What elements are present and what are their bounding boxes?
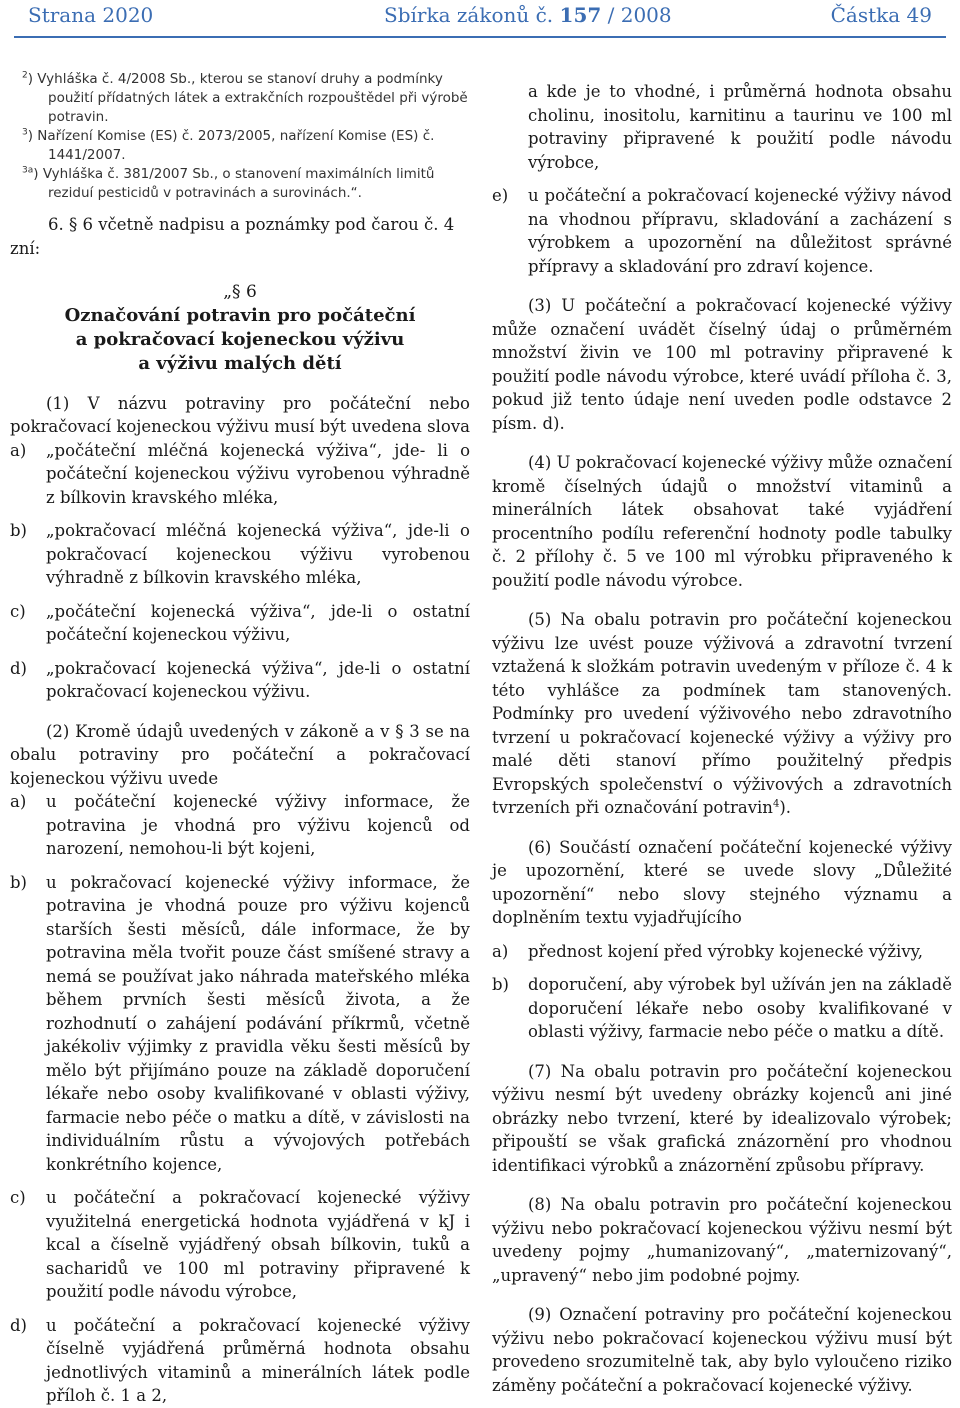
list-item: d) „pokračovací kojenecká výživa“, jde-li o ostatní pokračovací kojeneckou výživu. (10, 658, 470, 701)
item-d-continuation: a kde je to vhodné, i průměrná hodnota obsahu cholinu, inositolu, karnitinu a taurinu ve 100 ml potraviny připravené k použití podle návodu výrobce, (528, 82, 952, 172)
list-item: c) u počáteční a pokračovací kojenecké výživy využitelná energetická hodnota vyjádřená v kJ i kcal a číselně vyjádřený obsah bílkovin, tuků a sacharidů ve 100 ml potraviny připravené k použití podle návodu výrobce, (10, 1188, 470, 1301)
header-rule (14, 36, 946, 38)
list-item: d) u počáteční a pokračovací kojenecké výživy číselně vyjádřená průměrná hodnota obsahu jednotlivých vitaminů a minerálních látek podle příloh č. 1 a 2, (10, 1315, 470, 1405)
list-item: a) přednost kojení před výrobky kojenecké výživy, (492, 941, 924, 961)
paragraph-5: (5) Na obalu potravin pro počáteční kojeneckou výživu lze uvést pouze výživová a zdravotní tvrzení vztažená k složkám potravin uvedeným v příloze č. 4 k této vyhlášce za podmínek tam stanovených. Podmínky pro uvedení výživového nebo zdravotního tvrzení u pokračovací kojenecké výživy a výživy pro malé děti stanoví přímo použitelný předpis Evropských společenství o výživových a zdravotních tvrzeních při označování potravin$^4$). (492, 610, 952, 817)
collection-prefix: Sbírka zákonů č. (384, 3, 554, 27)
paragraph-9: (9) Označení potraviny pro počáteční kojeneckou výživu nebo pokračovací kojeneckou výživu musí být provedeno srozumitelně tak, aby bylo vyloučeno riziko záměny počáteční a pokračovací kojenecké výživy. (492, 1305, 952, 1395)
list-item: b) doporučení, aby výrobek byl užíván jen na základě doporučení lékaře nebo osoby kvalifikované v oblasti výživy, farmacie nebo péče o matku a dítě. (492, 975, 952, 1041)
amendment-lead-tail: zní: (10, 239, 41, 258)
footnote-2: $^2$) Vyhláška č. 4/2008 Sb., kterou se stanoví druhy a podmínky použití přídatných látek a extrakčních rozpouštědel při výrobě potravin. (22, 70, 468, 125)
left-column (10, 70, 470, 1408)
list-item: a) u počáteční kojenecké výživy informace, že potravina je vhodná pro výživu kojenců od narození, nemohou-li být kojeni, (10, 792, 470, 858)
collection-number: 157 (559, 3, 602, 27)
section-title-line-1: Označování potravin pro počáteční (64, 304, 416, 326)
paragraph-8: (8) Na obalu potravin pro počáteční kojeneckou výživu nebo pokračovací kojeneckou výživu nesmí být uvedeny pojmy „humanizovaný“, „maternizovaný“, „upravený“ nebo jim podobné pojmy. (492, 1195, 952, 1285)
list-item: a) „počáteční mléčná kojenecká výživa“, jde- li o počáteční kojeneckou výživu vyrobenou výhradně z bílkovin kravského mléka, (10, 440, 470, 507)
paragraph-7: (7) Na obalu potravin pro počáteční kojeneckou výživu nesmí být uvedeny obrázky kojenců ani jiné obrázky nebo tvrzení, které by idealizovalo výrobek; připouští se však grafická znázornění pro vhodnou identifikaci výrobků a znázornění způsobu přípravy. (492, 1061, 952, 1175)
collection-year: / 2008 (607, 3, 672, 27)
footnote-3a: $^{3a}$) Vyhláška č. 381/2007 Sb., o stanovení maximálních limitů reziduí pesticidů v potravinách a surovinách.“. (22, 165, 435, 201)
page-header (28, 2, 932, 28)
amendment-lead-text: 6. § 6 včetně nadpisu a poznámky pod čarou č. 4 (48, 215, 455, 234)
list-item: b) u pokračovací kojenecké výživy informace, že potravina je vhodná pouze pro výživu kojenců starších šesti měsíců, dále informace, že by potravina měla tvořit pouze část smíšené stravy a nemá se používat jako náhrada mateřského mléka během prvních šesti měsíců života, a že rozhodnutí o zahájení podávání příkrmů, včetně jakékoliv výjimky z pravidla věku šesti měsíců by mělo být přijímáno pouze na základě doporučení lékaře nebo osoby kvalifikované v oblasti výživy, farmacie nebo péče o matku a dítě, v závislosti na individuálním růstu a vývojových potřebách konkrétního kojence, (10, 872, 470, 1174)
section-title-line-3: a výživu malých dětí (138, 352, 342, 374)
paragraph-6: (6) Součástí označení počáteční kojenecké výživy je upozornění, které se uvede slovy „Důležité upozornění“ nebo slovy stejného významu a doplněním textu vyjadřujícího (492, 837, 952, 927)
paragraph-1: (1) V názvu potraviny pro počáteční nebo pokračovací kojeneckou výživu musí být uvedena slova (10, 393, 470, 436)
section-mark: „§ 6 (223, 281, 257, 302)
list-item: e) u počáteční a pokračovací kojenecké výživy návod na vhodnou přípravu, skladování a zacházení s výrobkem a upozornění na důležitost správné přípravy a skladování pro zdraví kojence. (492, 186, 952, 276)
page-number: Strana 2020 (28, 3, 154, 27)
footnote-3: $^3$) Nařízení Komise (ES) č. 2073/2005, nařízení Komise (ES) č. 1441/2007. (22, 127, 435, 163)
list-item: b) „pokračovací mléčná kojenecká výživa“, jde-li o pokračovací kojeneckou výživu vyrobenou výhradně z bílkovin kravského mléka, (10, 521, 470, 587)
part-number: Částka 49 (830, 3, 932, 27)
right-column (492, 80, 952, 1397)
paragraph-2: (2) Kromě údajů uvedených v zákoně a v § 3 se na obalu potraviny pro počáteční a pokračovací kojeneckou výživu uvede (10, 721, 470, 788)
paragraph-3: (3) U počáteční a pokračovací kojenecké výživy může označení uvádět číselný údaj o průměrném množství živin ve 100 ml potraviny připravené k použití podle návodu výrobce, které uvádí příloha č. 3, pokud již tento údaje není uveden podle odstavce 2 písm. d). (492, 296, 952, 433)
collection-title (384, 2, 672, 28)
paragraph-4: (4) U pokračovací kojenecké výživy může označení kromě číselných údajů o množství vitaminů a minerálních látek obsahovat také vyjádření procentního podílu referenční hodnoty podle tabulky č. 2 přílohy č. 5 ve 100 ml výrobku připraveného k použití podle návodu výrobce. (492, 453, 953, 590)
list-item: c) „počáteční kojenecká výživa“, jde-li o ostatní počáteční kojeneckou výživu, (10, 601, 470, 644)
section-title-line-2: a pokračovací kojeneckou výživu (75, 328, 405, 350)
amendment-lead (10, 213, 470, 258)
